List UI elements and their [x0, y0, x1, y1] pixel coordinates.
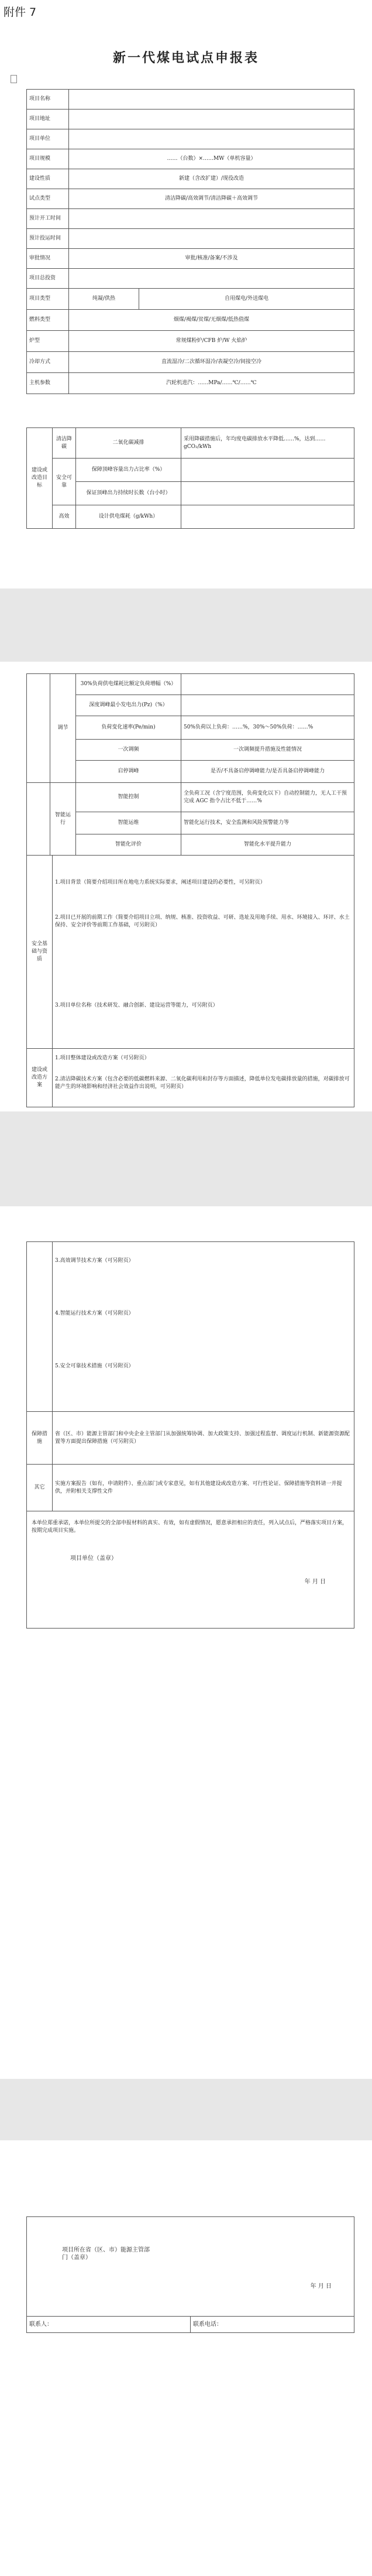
- paragraph: 4.智能运行技术方案（可另附页）: [55, 1311, 134, 1316]
- value-cell[interactable]: 汽轮机进汽：……MPa/……℃/……℃: [69, 373, 354, 394]
- label: 项目名称: [27, 90, 69, 110]
- label: 审批情况: [27, 249, 69, 269]
- value-cell[interactable]: 智能化运行技术，安全监测和风险预警能力等: [181, 812, 354, 834]
- document-icon: [11, 75, 17, 83]
- paragraph: 1.项目整体建设或改造方案（可另附页）: [55, 1055, 150, 1061]
- contact-phone[interactable]: 联系电话：: [191, 2317, 354, 2333]
- label: 项目单位: [27, 129, 69, 149]
- category-label: 高效: [53, 505, 76, 529]
- item-label: 二氧化碳减排: [76, 428, 181, 459]
- value-cell[interactable]: 常规煤粉炉/CFB 炉/W 火焰炉: [69, 331, 354, 352]
- form-title: 新一代煤电试点申报表: [112, 50, 259, 66]
- value-cell[interactable]: 智能化水平提升能力: [181, 834, 354, 856]
- item-label: 保证顶峰出力持续时长数（台小时）: [76, 482, 181, 505]
- pledge-text: 本单位郑重承诺，本单位所提交的全部申报材料的真实、有效，如有虚假情况，愿意承担相应的责任，列入试点后，严格落实项目方案，按期完成项目实施。: [32, 1520, 348, 1534]
- paragraph: 5.安全可靠技术措施（可另附页）: [55, 1363, 134, 1369]
- label: 试点类型: [27, 189, 69, 209]
- paragraph: 3.高效调节技术方案（可另附页）: [55, 1258, 134, 1264]
- label: 炉型: [27, 331, 69, 352]
- label: 项目总投资: [27, 269, 69, 289]
- background-table: [26, 855, 354, 1107]
- page-2: [0, 662, 372, 1111]
- value-cell[interactable]: [69, 229, 354, 249]
- pledge-block: [27, 1511, 354, 1629]
- label: 项目类型: [27, 289, 69, 310]
- value-cell[interactable]: [69, 129, 354, 149]
- authority-sign-block: [27, 2217, 354, 2317]
- item-label: 保障顶峰容量出力占比率（%）: [76, 459, 181, 482]
- label: 项目地址: [27, 110, 69, 129]
- label: 冷却方式: [27, 352, 69, 373]
- paragraph: 3.项目单位名称（技术研发、融合创新、建设运营等能力，可另附页）: [55, 1003, 218, 1008]
- value-cell[interactable]: 审批/核准/备案/不涉及: [69, 249, 354, 269]
- page-3: [0, 1206, 372, 2079]
- category-label: 调节: [50, 674, 76, 783]
- value-cell[interactable]: 采用降碳措施后，年均度电碳排放水平降低……%，达到……gCO₂/kWh: [181, 428, 354, 459]
- category-label: 智能运行: [50, 783, 76, 856]
- group-label: 建设或改造目标: [27, 428, 53, 529]
- authority-unit: 项目所在省（区、市）能源主管部门（盖章）: [62, 2247, 150, 2261]
- blank-cell: [27, 1242, 53, 1412]
- item-label: 深度调峰最小发电出力(Pz)（%）: [76, 695, 181, 716]
- item-label: 智能运维: [76, 812, 181, 834]
- plan-content[interactable]: [53, 1242, 354, 1412]
- plan-content[interactable]: [53, 1049, 354, 1107]
- sign-unit: 项目单位（盖章）: [70, 1555, 117, 1562]
- item-label: 负荷变化速率(Pe/min): [76, 716, 181, 740]
- authority-table: [26, 2216, 354, 2333]
- paragraph: 2.清洁降碳技术方案（包含必要的低碳燃料来源、二氧化碳利用和封存等方面描述，降低单位发电碳排放量的措施，对碳排放可能产生的环境影响和经济社会效益作出说明，可另附页）: [55, 1076, 350, 1090]
- label: 燃料类型: [27, 310, 69, 331]
- label: 预计开工时间: [27, 209, 69, 229]
- value-cell[interactable]: 全负荷工况（含宁度范围，负荷变化以下）自动控制能力，无人工干预完成 AGC 指令占比不低于……%: [181, 783, 354, 812]
- label: 项目规模: [27, 149, 69, 169]
- item-label: 一次调频: [76, 740, 181, 761]
- value-cell[interactable]: 烟煤/褐煤/贫煤/无烟煤/低热值煤: [69, 310, 354, 331]
- section-label: 保障措施: [27, 1412, 53, 1465]
- item-label: 智能化评价: [76, 834, 181, 856]
- section-label: 其它: [27, 1465, 53, 1511]
- label: 建设性质: [27, 169, 69, 189]
- blank-cell: [27, 783, 50, 856]
- value-cell[interactable]: [69, 90, 354, 110]
- guarantee-value[interactable]: 省（区、市）能源主管部门和中央企业主管部门从加强统筹协调、加大政策支持、加强过程监督、调度运行机制、新能源资源配置等方面提出保障措施（可另附页）: [53, 1412, 354, 1465]
- item-label: 30%负荷供电煤耗比额定负荷增幅（%）: [76, 674, 181, 695]
- section-label: 安全基础与资质: [27, 856, 53, 1049]
- paragraph: 2.项目已开展的前期工作（简要介绍项目立项、纳规、核准、投资收益、可研、选址及用地手续、用水、环境接入、环评、水土保持、安全评价等前期工作基础，可另附页）: [55, 915, 350, 928]
- value-cell[interactable]: 50%负荷以上负荷：……%，30%～50%负荷：……%: [181, 716, 354, 740]
- authority-date: 年 月 日: [310, 2283, 332, 2290]
- background-content[interactable]: [53, 856, 354, 1049]
- target-table: [26, 427, 354, 529]
- value-cell[interactable]: [69, 209, 354, 229]
- blank-cell: [27, 674, 50, 783]
- value-cell[interactable]: [181, 482, 354, 505]
- item-label: 启停调峰: [76, 761, 181, 783]
- value-cell[interactable]: 一次调频提升措施及性能情况: [181, 740, 354, 761]
- plan-continued-table: [26, 1241, 354, 1629]
- page-1: [0, 0, 372, 589]
- other-value[interactable]: 实施方案报告（如有，申请附件）、重点部门或专家意见，如有其他建设或改造方案、可行性论证、保障措施等资料请一并提供，并附相关支撑性文件: [53, 1465, 354, 1511]
- section-label: 建设或改造方案: [27, 1049, 53, 1107]
- value-cell[interactable]: [181, 459, 354, 482]
- value-cell[interactable]: 新建（含改扩建）/现役改造: [69, 169, 354, 189]
- label: 主机参数: [27, 373, 69, 394]
- value-cell[interactable]: [69, 269, 354, 289]
- page-4: [0, 2140, 372, 2576]
- category-label: 安全可靠: [53, 459, 76, 505]
- value-cell[interactable]: 清洁降碳/高效调节/清洁降碳＋高效调节: [69, 189, 354, 209]
- regulation-table: [26, 673, 354, 856]
- item-label: 智能控制: [76, 783, 181, 812]
- value-cell[interactable]: 直流湿冷/二次循环湿冷/表凝空冷/间接空冷: [69, 352, 354, 373]
- value-cell[interactable]: [69, 110, 354, 129]
- annex-label: 附件 7: [4, 6, 37, 19]
- basic-info-table: [26, 89, 354, 394]
- value-cell[interactable]: 自用煤电/外送煤电: [139, 289, 354, 310]
- item-label: 设计供电煤耗（g/kWh）: [76, 505, 181, 529]
- category-label: 清洁降碳: [53, 428, 76, 459]
- paragraph: 1.项目背景（简要介绍项目所在地电力系统实际要求，阐述项目建设的必要性，可另附页）: [55, 880, 266, 885]
- label: 预计投运时间: [27, 229, 69, 249]
- value-cell[interactable]: [181, 505, 354, 529]
- contact-person[interactable]: 联系人：: [27, 2317, 191, 2333]
- sign-date: 年 月 日: [304, 1579, 326, 1585]
- value-cell[interactable]: [181, 695, 354, 716]
- value-cell[interactable]: ……（台数）×……MW（单机容量）: [69, 149, 354, 169]
- value-cell[interactable]: 纯凝/供热: [69, 289, 139, 310]
- value-cell[interactable]: 是否/不具备启停调峰能力/是否具备启停调峰能力: [181, 761, 354, 783]
- value-cell[interactable]: [181, 674, 354, 695]
